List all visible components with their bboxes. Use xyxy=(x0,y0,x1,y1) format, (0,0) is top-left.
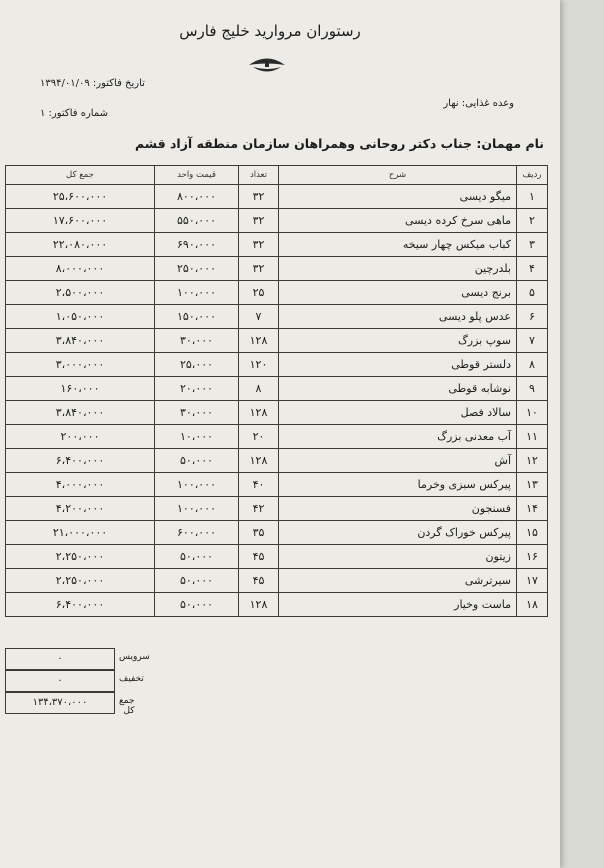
item-total: ۱،۰۵۰،۰۰۰ xyxy=(6,305,155,329)
table-row xyxy=(6,233,548,257)
service-value: ۰ xyxy=(5,648,115,670)
restaurant-logo-icon xyxy=(247,54,287,76)
table-row xyxy=(6,449,548,473)
item-description: ماست وخیار xyxy=(279,593,517,617)
row-number: ۹ xyxy=(517,377,548,401)
item-quantity: ۸ xyxy=(239,377,279,401)
table-row xyxy=(6,209,548,233)
item-total: ۸،۰۰۰،۰۰۰ xyxy=(6,257,155,281)
item-description: فسنجون xyxy=(279,497,517,521)
item-unit-price: ۲۵،۰۰۰ xyxy=(155,353,239,377)
table-header-row xyxy=(6,166,548,185)
item-description: عدس پلو دیسی xyxy=(279,305,517,329)
item-description: پیرکس خوراک گردن xyxy=(279,521,517,545)
item-unit-price: ۵۰،۰۰۰ xyxy=(155,593,239,617)
guest-name: نام مهمان: جناب دکتر روحانی وهمراهان سازمان منطقه آزاد قشم xyxy=(134,136,544,151)
item-unit-price: ۱۰۰،۰۰۰ xyxy=(155,281,239,305)
item-quantity: ۳۲ xyxy=(239,233,279,257)
row-number: ۱۷ xyxy=(517,569,548,593)
item-quantity: ۱۲۸ xyxy=(239,401,279,425)
item-total: ۳،۸۴۰،۰۰۰ xyxy=(6,329,155,353)
item-description: بلدرچین xyxy=(279,257,517,281)
item-quantity: ۳۵ xyxy=(239,521,279,545)
col-header-row-no: ردیف xyxy=(517,166,548,185)
item-description: آب معدنی بزرگ xyxy=(279,425,517,449)
item-unit-price: ۶۰۰،۰۰۰ xyxy=(155,521,239,545)
item-quantity: ۳۲ xyxy=(239,185,279,209)
item-quantity: ۳۲ xyxy=(239,257,279,281)
item-total: ۳،۸۴۰،۰۰۰ xyxy=(6,401,155,425)
table-row xyxy=(6,353,548,377)
item-unit-price: ۱۵۰،۰۰۰ xyxy=(155,305,239,329)
item-unit-price: ۲۵۰،۰۰۰ xyxy=(155,257,239,281)
col-header-description: شرح xyxy=(279,166,517,185)
row-number: ۱۵ xyxy=(517,521,548,545)
col-header-quantity: تعداد xyxy=(239,166,279,185)
item-quantity: ۴۵ xyxy=(239,545,279,569)
table-row xyxy=(6,401,548,425)
invoice-number: شماره فاکتور: ۱ xyxy=(40,108,108,119)
row-number: ۱۰ xyxy=(517,401,548,425)
row-number: ۶ xyxy=(517,305,548,329)
item-quantity: ۱۲۸ xyxy=(239,449,279,473)
item-description: سالاد فصل xyxy=(279,401,517,425)
table-row xyxy=(6,377,548,401)
item-total: ۲۰۰،۰۰۰ xyxy=(6,425,155,449)
item-total: ۴،۰۰۰،۰۰۰ xyxy=(6,473,155,497)
row-number: ۱۴ xyxy=(517,497,548,521)
table-row xyxy=(6,545,548,569)
row-number: ۱ xyxy=(517,185,548,209)
col-header-unit-price: قیمت واحد xyxy=(155,166,239,185)
item-total: ۶،۴۰۰،۰۰۰ xyxy=(6,593,155,617)
meal-type: وعده غذایی: نهار xyxy=(443,98,514,109)
item-total: ۲،۲۵۰،۰۰۰ xyxy=(6,545,155,569)
grand-total-value: ۱۳۴،۳۷۰،۰۰۰ xyxy=(5,692,115,714)
item-unit-price: ۱۰۰،۰۰۰ xyxy=(155,497,239,521)
restaurant-name: رستوران مروارید خلیج فارس xyxy=(179,22,361,40)
row-number: ۱۲ xyxy=(517,449,548,473)
table-row xyxy=(6,257,548,281)
table-row xyxy=(6,497,548,521)
grand-total-label: جمع کل xyxy=(119,696,135,716)
row-number: ۱۸ xyxy=(517,593,548,617)
item-description: ماهی سرخ کرده دیسی xyxy=(279,209,517,233)
service-label: سرویس xyxy=(119,652,150,662)
item-quantity: ۱۲۸ xyxy=(239,593,279,617)
item-total: ۲۱،۰۰۰،۰۰۰ xyxy=(6,521,155,545)
item-quantity: ۴۰ xyxy=(239,473,279,497)
item-unit-price: ۳۰،۰۰۰ xyxy=(155,329,239,353)
item-description: برنج دیسی xyxy=(279,281,517,305)
item-total: ۶،۴۰۰،۰۰۰ xyxy=(6,449,155,473)
item-unit-price: ۵۵۰،۰۰۰ xyxy=(155,209,239,233)
item-unit-price: ۵۰،۰۰۰ xyxy=(155,449,239,473)
item-unit-price: ۵۰،۰۰۰ xyxy=(155,545,239,569)
item-total: ۱۷،۶۰۰،۰۰۰ xyxy=(6,209,155,233)
item-quantity: ۴۵ xyxy=(239,569,279,593)
item-description: کباب میکس چهار سیخه xyxy=(279,233,517,257)
item-total: ۲۵،۶۰۰،۰۰۰ xyxy=(6,185,155,209)
discount-label: تخفیف xyxy=(119,674,144,684)
items-table xyxy=(5,165,548,617)
item-unit-price: ۸۰۰،۰۰۰ xyxy=(155,185,239,209)
item-description: نوشابه قوطی xyxy=(279,377,517,401)
table-row xyxy=(6,185,548,209)
invoice-date: تاریخ فاکتور: ۱۳۹۴/۰۱/۰۹ xyxy=(40,78,145,89)
item-unit-price: ۳۰،۰۰۰ xyxy=(155,401,239,425)
item-quantity: ۷ xyxy=(239,305,279,329)
table-row xyxy=(6,425,548,449)
item-total: ۲۲،۰۸۰،۰۰۰ xyxy=(6,233,155,257)
row-number: ۱۳ xyxy=(517,473,548,497)
item-unit-price: ۶۹۰،۰۰۰ xyxy=(155,233,239,257)
row-number: ۱۱ xyxy=(517,425,548,449)
item-unit-price: ۱۰۰،۰۰۰ xyxy=(155,473,239,497)
row-number: ۲ xyxy=(517,209,548,233)
item-unit-price: ۱۰،۰۰۰ xyxy=(155,425,239,449)
item-description: آش xyxy=(279,449,517,473)
item-total: ۳،۰۰۰،۰۰۰ xyxy=(6,353,155,377)
item-total: ۲،۲۵۰،۰۰۰ xyxy=(6,569,155,593)
table-row xyxy=(6,305,548,329)
item-description: سوپ بزرگ xyxy=(279,329,517,353)
item-description: زیتون xyxy=(279,545,517,569)
col-header-total: جمع کل xyxy=(6,166,155,185)
item-quantity: ۱۲۰ xyxy=(239,353,279,377)
item-total: ۴،۲۰۰،۰۰۰ xyxy=(6,497,155,521)
table-row xyxy=(6,281,548,305)
item-description: میگو دیسی xyxy=(279,185,517,209)
table-row xyxy=(6,329,548,353)
item-total: ۲،۵۰۰،۰۰۰ xyxy=(6,281,155,305)
row-number: ۴ xyxy=(517,257,548,281)
item-quantity: ۱۲۸ xyxy=(239,329,279,353)
item-quantity: ۲۰ xyxy=(239,425,279,449)
table-row xyxy=(6,593,548,617)
item-total: ۱۶۰،۰۰۰ xyxy=(6,377,155,401)
item-description: سیرترشی xyxy=(279,569,517,593)
item-description: پیرکس سبزی وخرما xyxy=(279,473,517,497)
row-number: ۱۶ xyxy=(517,545,548,569)
row-number: ۸ xyxy=(517,353,548,377)
item-quantity: ۲۵ xyxy=(239,281,279,305)
item-quantity: ۴۲ xyxy=(239,497,279,521)
item-description: دلستر قوطی xyxy=(279,353,517,377)
item-unit-price: ۵۰،۰۰۰ xyxy=(155,569,239,593)
table-row xyxy=(6,521,548,545)
table-row xyxy=(6,569,548,593)
discount-value: ۰ xyxy=(5,670,115,692)
row-number: ۷ xyxy=(517,329,548,353)
item-unit-price: ۲۰،۰۰۰ xyxy=(155,377,239,401)
table-row xyxy=(6,473,548,497)
item-quantity: ۳۲ xyxy=(239,209,279,233)
row-number: ۵ xyxy=(517,281,548,305)
row-number: ۳ xyxy=(517,233,548,257)
